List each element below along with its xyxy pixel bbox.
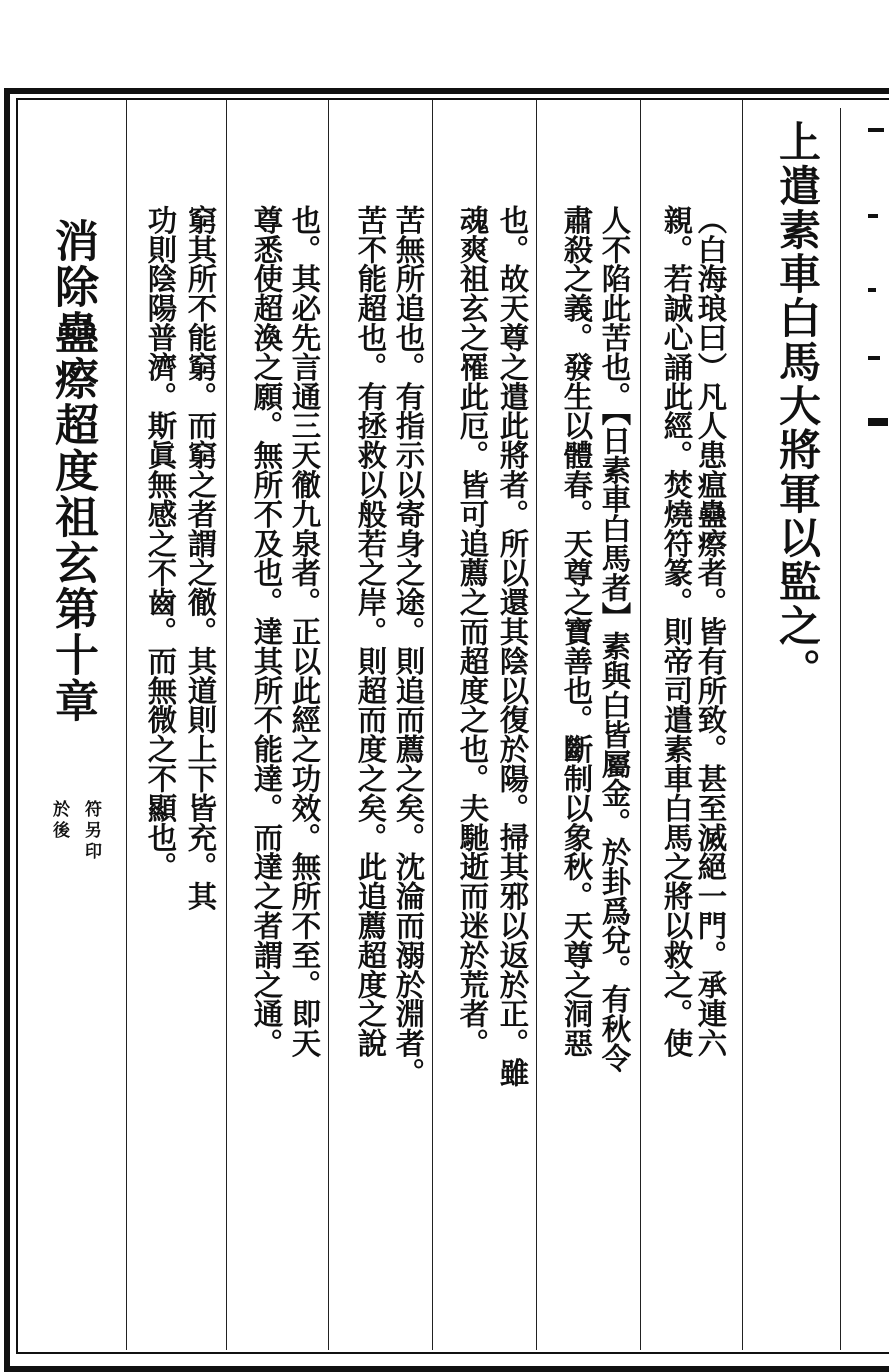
annotation-right: 符另印 <box>81 800 101 863</box>
column-rule <box>742 100 743 1350</box>
body-column-4: 肅殺之義。發生以體春。天尊之寶善也。斷制以象秋。天尊之洞惡 <box>559 205 595 1058</box>
body-column-2: 親。若誠心誦此經。焚燒符篆。則帝司遣素車白馬之將以救之。使 <box>659 205 695 1058</box>
annotation-left: 於後 <box>49 800 69 842</box>
body-column-8: 苦不能超也。有拯救以般若之岸。則超而度之矣。此追薦超度之說 <box>353 205 389 1058</box>
body-column-6: 魂爽祖玄之罹此厄。皆可追薦之而超度之也。夫馳逝而迷於荒者。 <box>455 205 491 1058</box>
body-column-3: 人不陷此苦也。【日素車白馬者】素與白皆屬金。於卦爲兌。有秋令 <box>597 205 633 1073</box>
body-column-5: 也。故天尊之遣此將者。所以還其陰以復於陽。掃其邪以返於正。雖 <box>495 205 531 1087</box>
column-rule <box>840 108 841 1350</box>
column-rule <box>328 100 329 1350</box>
section-title: 上遣素車白馬大將軍以監之。 <box>773 120 822 692</box>
adjacent-page-edge <box>858 118 888 478</box>
body-column-10: 尊悉使超渙之願。無所不及也。達其所不能達。而達之者謂之通。 <box>249 205 285 1058</box>
column-rule <box>226 100 227 1350</box>
column-rule <box>536 100 537 1350</box>
column-rule <box>126 100 127 1350</box>
column-rule <box>640 100 641 1350</box>
chapter-heading: 消除蠱瘵超度祖玄第十章 <box>47 218 98 724</box>
body-column-11: 窮其所不能窮。而窮之者謂之徹。其道則上下皆充。其 <box>183 205 219 911</box>
body-column-1: （白海琅曰）凡人患瘟蠱瘵者。皆有所致。甚至滅絕一門。承連六 <box>693 205 729 1058</box>
body-column-12: 功則陰陽普濟。斯眞無感之不齒。而無微之不顯也。 <box>143 205 179 882</box>
column-rule <box>432 100 433 1350</box>
body-column-7: 苦無所追也。有指示以寄身之途。則追而薦之矣。沈淪而溺於淵者。 <box>391 205 427 1087</box>
body-column-9: 也。其必先言通三天徹九泉者。正以此經之功效。無所不至。即天 <box>287 205 323 1058</box>
